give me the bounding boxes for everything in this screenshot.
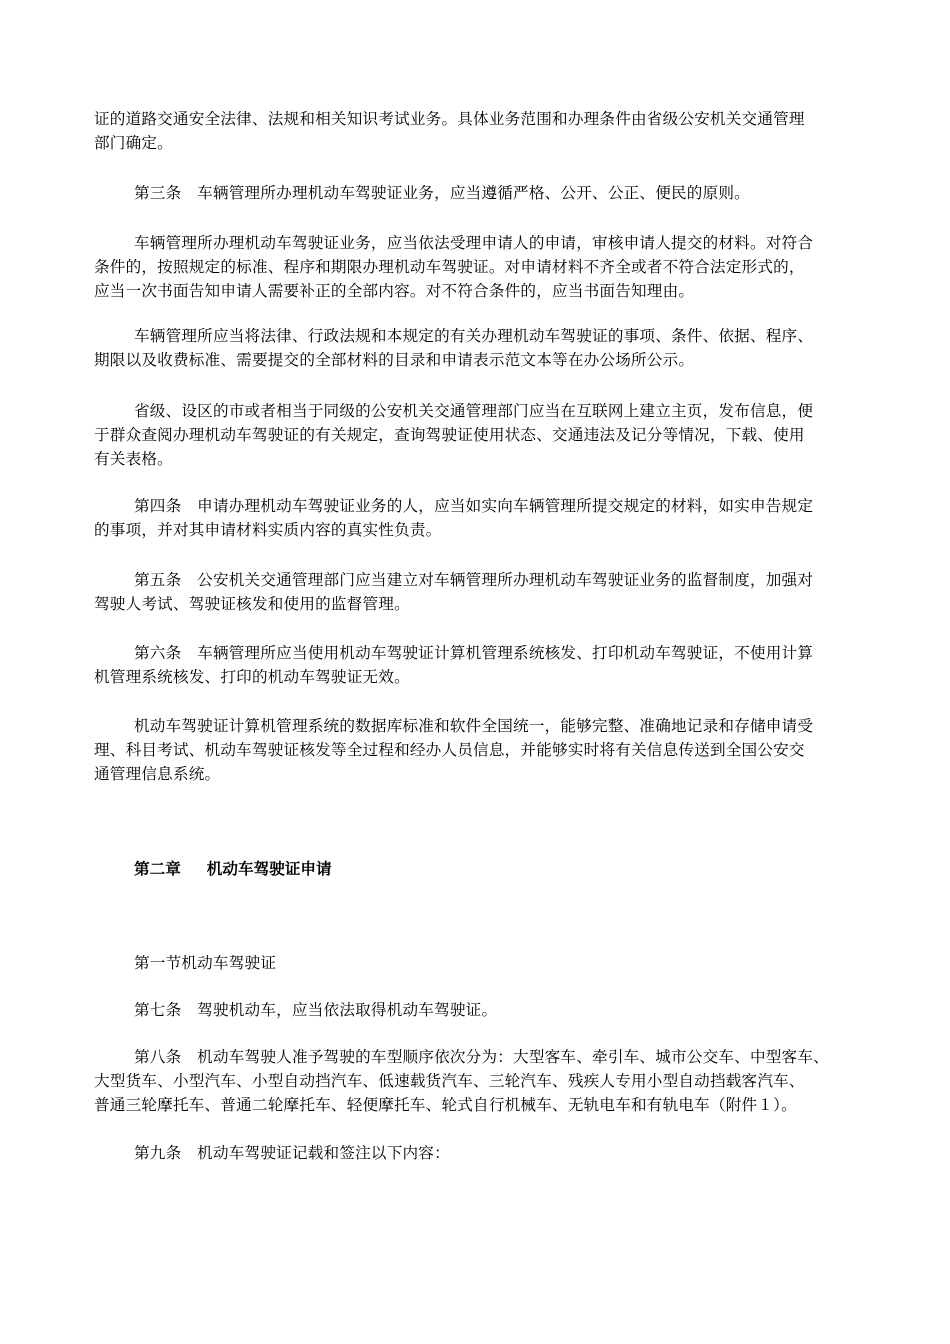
text-line: 第五条 公安机关交通管理部门应当建立对车辆管理所办理机动车驾驶证业务的监督制度，加强对 bbox=[134, 571, 814, 589]
text-line: 第七条 驾驶机动车，应当依法取得机动车驾驶证。 bbox=[134, 1001, 498, 1019]
text-line: 第八条 机动车驾驶人准予驾驶的车型顺序依次分为：大型客车、牵引车、城市公交车、中型客车、 bbox=[134, 1048, 829, 1066]
text-line: 条件的，按照规定的标准、程序和期限办理机动车驾驶证。对申请材料不齐全或者不符合法定形式的， bbox=[94, 258, 805, 276]
article-3 bbox=[94, 181, 860, 205]
text-line: 机动车驾驶证计算机管理系统的数据库标准和软件全国统一，能够完整、准确地记录和存储申请受 bbox=[134, 717, 814, 735]
section-heading bbox=[94, 951, 860, 975]
chapter-title: 机动车驾驶证申请 bbox=[206, 859, 332, 878]
text-line: 驾驶人考试、驾驶证核发和使用的监督管理。 bbox=[94, 595, 410, 613]
text-line: 大型货车、小型汽车、小型自动挡汽车、低速载货汽车、三轮汽车、残疾人专用小型自动挡载客汽车、 bbox=[94, 1072, 805, 1090]
text-line: 第三条 车辆管理所办理机动车驾驶证业务，应当遵循严格、公开、公正、便民的原则。 bbox=[134, 184, 750, 202]
text-line: 期限以及收费标准、需要提交的全部材料的目录和申请表示范文本等在办公场所公示。 bbox=[94, 351, 695, 369]
text-line: 第六条 车辆管理所应当使用机动车驾驶证计算机管理系统核发、打印机动车驾驶证，不使用计算 bbox=[134, 644, 814, 662]
text-line: 证的道路交通安全法律、法规和相关知识考试业务。具体业务范围和办理条件由省级公安机关交通管理 bbox=[94, 110, 805, 128]
chapter-heading bbox=[134, 857, 332, 881]
article-8 bbox=[94, 1045, 860, 1117]
text-line: 省级、设区的市或者相当于同级的公安机关交通管理部门应当在互联网上建立主页，发布信息，便 bbox=[134, 402, 814, 420]
text-line: 第四条 申请办理机动车驾驶证业务的人，应当如实向车辆管理所提交规定的材料，如实申告规定 bbox=[134, 497, 814, 515]
article-6 bbox=[94, 641, 860, 689]
section-title: 第一节机动车驾驶证 bbox=[134, 954, 277, 972]
article-4 bbox=[94, 494, 860, 542]
text-line: 机管理系统核发、打印的机动车驾驶证无效。 bbox=[94, 668, 410, 686]
chapter-number: 第二章 bbox=[134, 859, 181, 878]
text-line: 理、科目考试、机动车驾驶证核发等全过程和经办人员信息，并能够实时将有关信息传送到全国公安交 bbox=[94, 741, 805, 759]
text-line: 第九条 机动车驾驶证记载和签注以下内容： bbox=[134, 1144, 450, 1162]
text-line: 于群众查阅办理机动车驾驶证的有关规定，查询驾驶证使用状态、交通违法及记分等情况，下载、使用 bbox=[94, 426, 805, 444]
text-line: 通管理信息系统。 bbox=[94, 765, 221, 783]
paragraph-continuation bbox=[94, 107, 860, 155]
article-3-paragraph-3 bbox=[94, 324, 860, 372]
text-line: 普通三轮摩托车、普通二轮摩托车、轻便摩托车、轮式自行机械车、无轨电车和有轨电车（附件１）。 bbox=[94, 1096, 797, 1114]
article-3-paragraph-4 bbox=[94, 399, 860, 471]
article-6-paragraph-2 bbox=[94, 714, 860, 786]
article-7 bbox=[94, 998, 860, 1022]
text-line: 车辆管理所应当将法律、行政法规和本规定的有关办理机动车驾驶证的事项、条件、依据、程序、 bbox=[134, 327, 814, 345]
article-9 bbox=[94, 1141, 860, 1165]
article-3-paragraph-2 bbox=[94, 231, 860, 303]
text-line: 的事项，并对其申请材料实质内容的真实性负责。 bbox=[94, 521, 442, 539]
text-line: 部门确定。 bbox=[94, 134, 173, 152]
article-5 bbox=[94, 568, 860, 616]
text-line: 有关表格。 bbox=[94, 450, 173, 468]
text-line: 应当一次书面告知申请人需要补正的全部内容。对不符合条件的，应当书面告知理由。 bbox=[94, 282, 695, 300]
text-line: 车辆管理所办理机动车驾驶证业务，应当依法受理申请人的申请，审核申请人提交的材料。对符合 bbox=[134, 234, 814, 252]
